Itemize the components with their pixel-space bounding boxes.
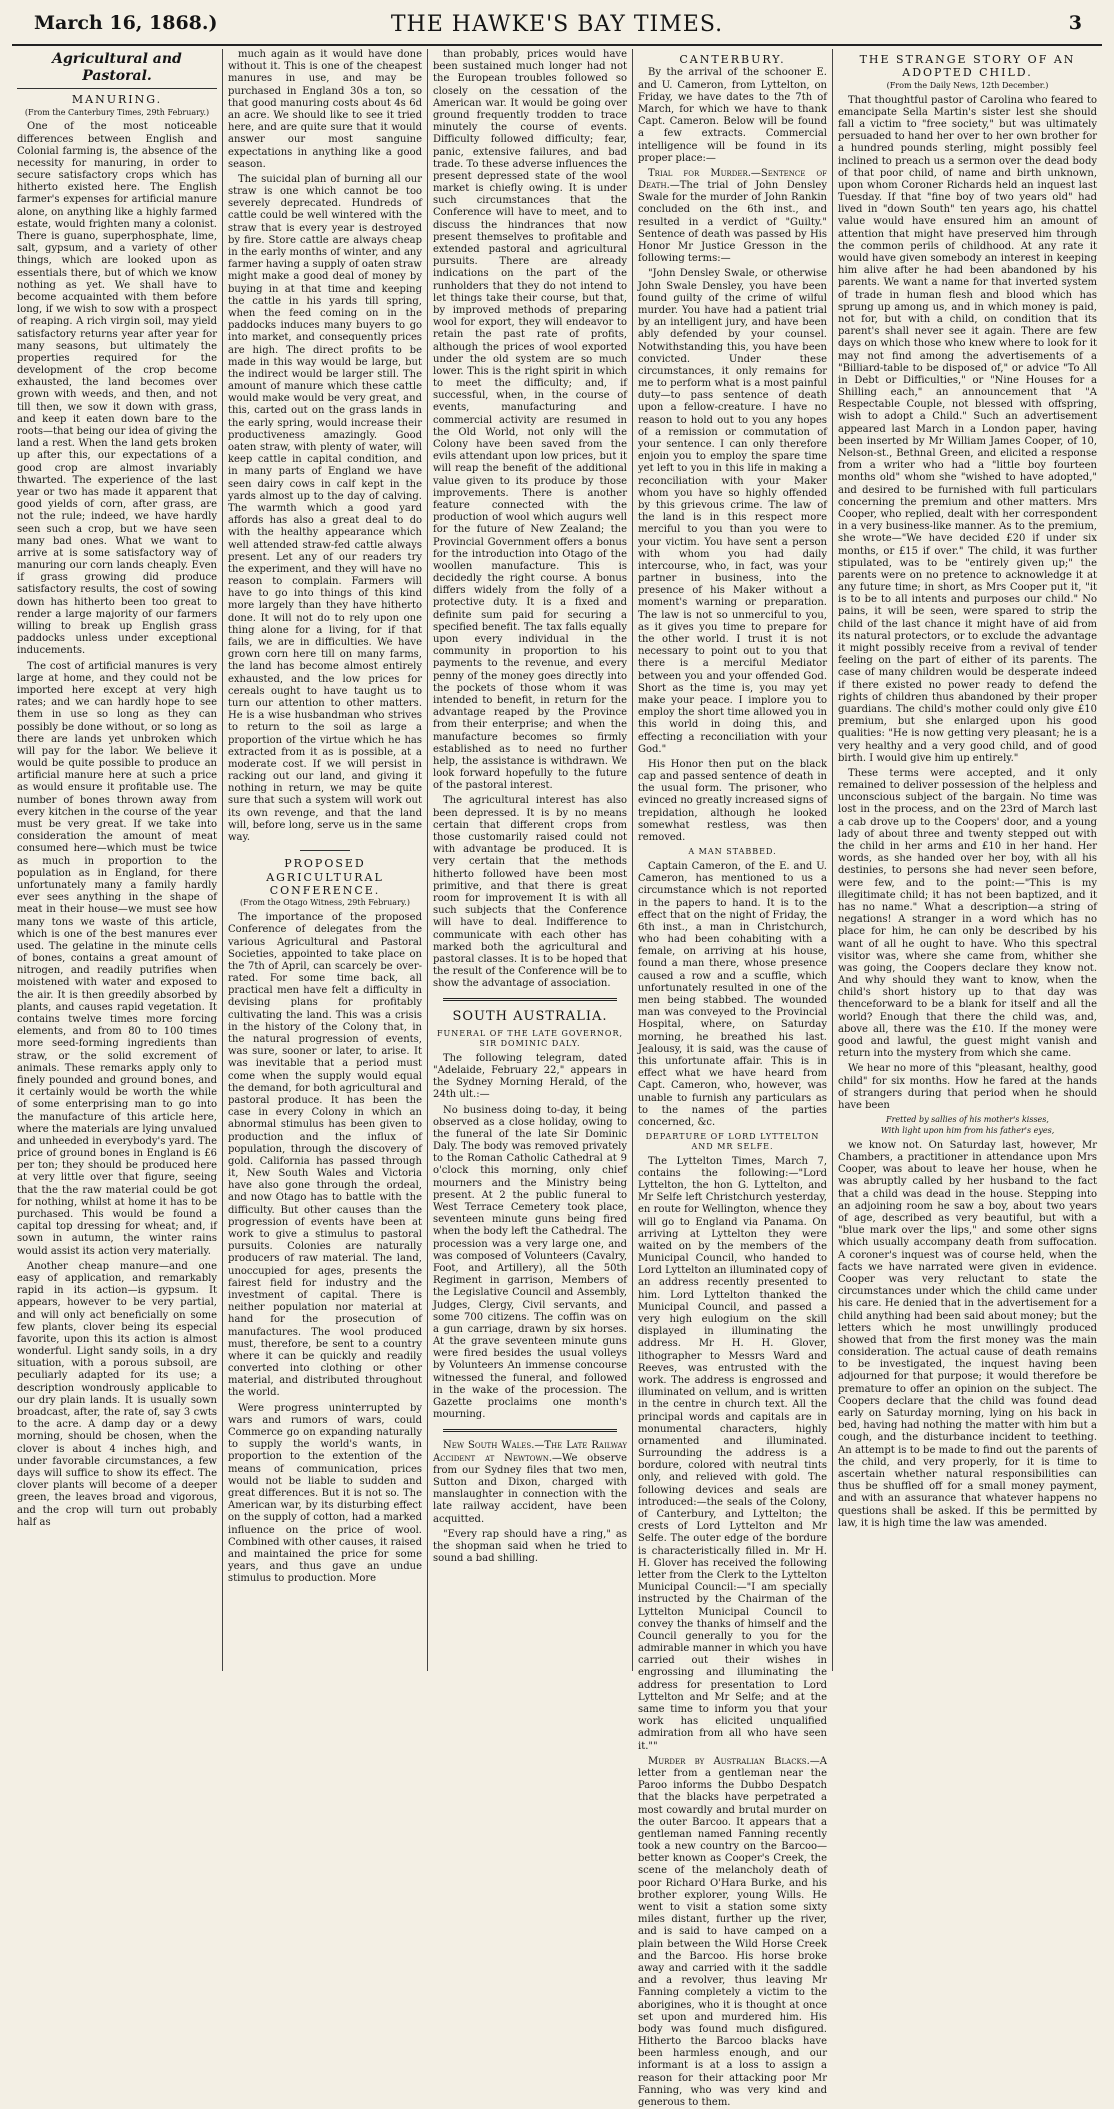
paragraph: His Honor then put on the black cap and passed sentence of death in the usual form. The prisoner, who evinced no greatly increased signs of trepidation, although he looked somewhat restless, was then removed. [638, 758, 827, 844]
runin-heading: Trial for Murder.—Sentence of Death. [638, 167, 827, 192]
source-note: (From the Otago Witness, 29th February.) [240, 898, 410, 908]
paragraph: than probably, prices would have been sustained much longer had not the European troubles followed so closely on the cessation of the American war. It would be going over ground frequently trodden to trace minutely the course of events. Difficulty followed difficulty; fear, panic, extensive failures, and bad trade. To these adverse influences the present depressed state of the wool market is chiefly owing. It is under such circumstances that the Conference will have to meet, and to discuss the hindrances that now present themselves to profitable and extended pastoral and agricultural pursuits. There are already indications on the part of the runholders that they do not intend to let things take their course, but that, by improved methods of preparing wool for export, they will endeavor to retain the past rate of profits, although the prices of wool exported under the old system are so much lower. This is the right spirit in which to meet the difficulty; and, if successful, when, in the course of events, manufacturing and commercial activity are resumed in the Old World, not only will the Colony have been saved from the evils attendant upon low prices, but it will reap the benefit of the additional value given to its produce by those improvements. There is another feature connected with the production of wool which augurs well for the future of New Zealand; the Provincial Government offers a bonus for the introduction into Otago of the woollen manufacture. This is decidedly the right course. A bonus differs widely from the folly of a protective duty. It is a fixed and definite sum paid for securing a specified benefit. The tax falls equally upon every individual in the community in proportion to his payments to the revenue, and every penny of the money goes directly into the pockets of those whom it was intended to benefit, in return for the advantage reaped by the Province from their enterprise; and when the manufacture becomes so firmly established as to need no further help, the assistance is withdrawn. We look forward hopefully to the future of the pastoral interest. [433, 49, 627, 792]
paragraph-text: —We observe from our Sydney files that two men, Sutton and Dixon, charged with manslaughter in connection with the late railway accident, have been acquitted. [433, 1452, 627, 1525]
article-heading: MANURING. [71, 93, 163, 107]
verse-quote [838, 1115, 1097, 1136]
paragraph: The importance of the proposed Conference of delegates from the various Agricultural and Pastoral Societies, appointed to take place on the 7th of April, can scarcely be over-rated. For some time back, all practical men have felt a difficulty in devising plans for profitably cultivating the land. This was a crisis in the history of the Colony that, in the natural progression of events, was sure, sooner or later, to arise. It was inevitable that a period must come when the supply would equal the demand, for both agricultural and pastoral produce. It has been the case in every Colony in which an abnormal stimulus has been given to production and the influx of population, through the discovery of gold. California has passed through it, New South Wales and Victoria have also gone through the ordeal, and now Otago has to battle with the difficulty. But other causes than the progression of events have been at work to give a stimulus to pastoral pursuits. Colonies are naturally producers of raw material. The land, unoccupied for ages, presents the fairest field for industry and the investment of capital. There is neither population nor material at hand for the prosecution of manufactures. The wool produced must, therefore, be sent to a country where it can be quickly and readily converted into clothing or other material, and distributed throughout the world. [228, 912, 422, 1399]
article-subheading: DEPARTURE OF LORD LYTTELTON AND MR SELFE. [645, 1132, 820, 1151]
paragraph: The suicidal plan of burning all our straw is one which cannot be too severely deprecated. Hundreds of cattle could be well wintered with the straw that is every year is destroyed by fire. Store cattle are always cheap in the early months of winter, and any farmer having a supply of oaten straw might make a good deal of money by buying in at that time and keeping the cattle in his yards till spring, when the feed coming on in the paddocks induces many buyers to go into market, and consequently prices are high. The direct profits to be made in this way would be large, but the indirect would be larger still. The amount of manure which these cattle would make would be very great, and this, carted out on the grass lands in the early spring, would increase their productiveness amazingly. Good oaten straw, with plenty of water, will keep cattle in capital condition, and in many parts of England we have seen dairy cows in calf kept in the yards almost up to the day of calving. The warmth which a good yard affords has also a great deal to do with the healthy appearance which well attended straw-fed cattle always present. Let any of our readers try the experiment, and they will have no reason to complain. Farmers will have to go into things of this kind more largely than they have hitherto done. It will not do to rely upon one thing alone for a living, for if that fails, we are in difficulties. We have grown corn here till on many farms, the land has become almost entirely exhausted, and the low prices for cereals ought to have taught us to turn our attention to other matters. He is a wise husbandman who strives to return to the soil as large a proportion of the virtue which he has extracted from it as is possible, at a moderate cost. If we will persist in racking out our land, and giving it nothing in return, we may be quite sure that such a system will work out its own revenge, and that the land will, before long, serve us in the same way. [228, 173, 422, 843]
article-heading: PROPOSED AGRICULTURAL CONFERENCE. [266, 857, 384, 897]
verse-line: Fretted by sallies of his mother's kisses, [886, 1115, 1049, 1125]
article-subheading: A MAN STABBED. [688, 847, 777, 857]
paragraph: we know not. On Saturday last, however, Mr Chambers, a practitioner in attendance upon Mrs Cooper, was about to leave her house, when he was abruptly called by her husband to the fact that a child was dead in the house. Stepping into an adjoining room he saw a boy, about two years of age, described as very beautiful, but with a "blue mark over the lips," and some other signs which usually accompany death from suffocation. A coroner's inquest was of course held, when the facts we have narrated were given in evidence. Cooper was very reluctant to state the circumstances under which the child came under his care. He denied that in the advertisement for a child anything had been said about money; but the letters which he most unwillingly produced showed that from the first money was the main consideration. The actual cause of death remains to be investigated, the inquest having been adjourned for that purpose; it would therefore be premature to offer an opinion on the subject. The Coopers declare that the child was found dead early on Saturday morning, lying on his back in bed, having had nothing the matter with him but a cough, and the disturbance incident to teething. An attempt is to be made to find out the parents of the child, and very properly, for it is time to ascertain whether natural responsibilities can thus be shuffled off for a small money payment, and with an assurance that whatever happens no questions shall be asked. If this be permitted by law, it is high time the law was amended. [838, 1139, 1097, 1529]
columns [12, 49, 1102, 2109]
paragraph: That thoughtful pastor of Carolina who feared to emancipate Sella Martin's sister lest she should fall a victim to "free society," but was ultimately persuaded to hand her over to her own brother for a hundred pounds sterling, might possibly feel inclined to preach us a sermon over the dead body of that poor child, of name and birth unknown, upon whom Coroner Richards held an inquest last Tuesday. If that "fine boy of two years old" had lived in "down South" ten years ago, his chattel value would have ensured him an amount of attention that might have preserved him through the common perils of childhood. At any rate it would have given somebody an interest in keeping him alive after he had been abandoned by his parents. We want a name for that inverted system of trade in human flesh and blood which has sprung up among us, and in which money is paid, not for, but with a child, on condition that its parent's shall never see it again. There are few days on which those who knew where to look for it may not find among the advertisements of a "Billiard-table to be disposed of," or advice "To All in Debt or Difficulties," or "Nine Houses for a Shilling each," an announcement that "A Respectable Couple, not blessed with offspring, wish to adopt a Child." Such an advertisement appeared last March in a London paper, having been inserted by Mr William James Cooper, of 10, Nelson-st., Bethnal Green, and elicited a response from a writer who had a "little boy fourteen months old" whom she "wished to have adopted," and desired to be furnished with full particulars concerning the premium and other matters. Mrs Cooper, who replied, dealt with her correspondent in a very business-like manner. As to the premium, she wrote—"We have decided £20 if under six months, or £15 if over." The child, it was further stipulated, was to be "entirely given up;" the parents were on no pretence to acknowledge it at any future time; in short, as Mrs Cooper put it, "it is to be to all intents and purposes our child." No pains, it will be seen, were spared to strip the child of the last chance it might have of aid from its natural protectors, or to exclude the advantage it might possibly receive from a revival of tender feeling on the part of either of its parents. The case of many children would be desperate indeed if there existed no power ready to defend the rights of children thus abandoned by their proper guardians. The child's mother could only give £10 premium, but she enlarged upon his good qualities: "He is now getting very pleasant; he is a very healthy and a very good child, and of good birth. I would give him up entirely." [838, 94, 1097, 764]
paragraph: No business doing to-day, it being observed as a close holiday, owing to the funeral of the late Sir Dominic Daly. The body was removed privately to the Roman Catholic Cathedral at 9 o'clock this morning, only chief mourners and the Ministry being present. At 2 the public funeral to West Terrace Cemetery took place, seventeen minute guns being fired when the body left the Cathedral. The procession was a very large one, and was composed of Volunteers (Cavalry, Foot, and Artillery), all the 50th Regiment in garrison, Members of the Legislative Council and Assembly, Judges, Clergy, Civil servants, and some 700 citizens. The coffin was on a gun carriage, drawn by six horses. At the grave seventeen minute guns were fired besides the usual volleys by Volunteers An immense concourse witnessed the funeral, and followed in the wake of the procession. The Gazette proclaims one month's mourning. [433, 1104, 627, 1421]
column-2 [222, 49, 427, 1671]
column-5 [832, 49, 1102, 1671]
newspaper-title: THE HAWKE'S BAY TIMES. [390, 12, 724, 37]
column-3 [427, 49, 632, 1671]
paragraph: These terms were accepted, and it only remained to deliver possession of the helpless and unconscious subject of the bargain. No time was lost in the process, and on the 23rd of March last a cab drove up to the Coopers' door, and a young lady of about three and twenty stepped out with the child in her arms and £10 in her hand. Her words, as she handed over her boy, with all his destinies, to persons she had never seen before, were few, and to the point:—"This is my illegitimate child; it has not been baptized, and it has no name." What a description—a string of negations! A stranger in a word which has no place for him, he can only be described by his want of all he ought to have. Who this spectral visitor was, where she came from, whither she was going, the Coopers declare they know not. And why should they want to know, when the child's short history up to that day was thenceforward to be a blank for itself and all the world? Enough that there the child was, and, above all, there was the £10. If the money were good and lawful, the guest might vanish and return into the mystery from which she came. [838, 767, 1097, 1060]
paragraph-text: —The trial of John Densley Swale for the murder of John Rankin concluded on the 6th inst., and resulted in a verdict of "Guilty." Sentence of death was passed by His Honor Mr Justice Gresson in the following terms:— [638, 180, 827, 265]
source-note: (From the Daily News, 12th December.) [886, 80, 1049, 90]
divider [300, 850, 350, 851]
paragraph: "Every rap should have a ring," as the shopman said when he tried to sound a bad shilling. [433, 1528, 627, 1565]
runin-heading: Murder by Australian Blacks. [648, 1755, 810, 1767]
issue-date: March 16, 1868.) [34, 12, 218, 34]
masthead [12, 8, 1102, 46]
article-subheading: FUNERAL OF THE LATE GOVERNOR, SIR DOMINIC DALY. [436, 1029, 624, 1049]
article-heading: SOUTH AUSTRALIA. [452, 1009, 608, 1025]
paragraph: The Lyttelton Times, March 7, contains the following:—"Lord Lyttelton, the hon G. Lyttelton, and Mr Selfe left Christchurch yesterday, en route for Wellington, whence they will go to England via Panama. On arriving at Lyttelton they were waited on by the members of the Municipal Council, who handed to Lord Lyttelton an illuminated copy of an address recently presented to him. Lord Lyttelton thanked the Municipal Council, and passed a very high eulogium on the skill displayed in illuminating the address. Mr H. H. Glover, lithographer to Messrs Ward and Reeves, was entrusted with the work. The address is engrossed and illuminated on vellum, and is written in the centre in church text. All the principal words and capitals are in monumental characters, highly ornamented and illuminated. Surrounding the address is a bordure, colored with neutral tints only, and relieved with gold. The following devices and seals are introduced:—the seals of the Colony, of Canterbury, and Lyttelton; the crests of Lord Lyttelton and Mr Selfe. The outer edge of the bordure is characteristically filled in. Mr H. H. Glover has received the following letter from the Clerk to the Lyttelton Municipal Council:—"I am specially instructed by the Chairman of the Lyttelton Municipal Council to convey the thanks of himself and the Council generally to you for the admirable manner in which you have carried out their wishes in engrossing and illuminating the address for presentation to Lord Lyttelton and Mr Selfe; and at the same time to inform you that your work has elicited unqualified admiration from all who have seen it."" [638, 1155, 827, 1752]
paragraph: We hear no more of this "pleasant, healthy, good child" for six months. How he fared at the hands of strangers during that period when he should have been [838, 1063, 1097, 1111]
paragraph: "John Densley Swale, or otherwise John Swale Densley, you have been found guilty of the crime of wilful murder. You have had a patient trial by an intelligent jury, and have been ably defended by your counsel. Notwithstanding this, you have been convicted. Under these circumstances, it only remains for me to perform what is a most painful duty—to pass sentence of death upon a fellow-creature. I have no reason to hold out to you any hopes of a remission or commutation of your sentence. I can only therefore enjoin you to employ the spare time yet left to you in this life in making a reconciliation with your Maker whom you have so highly offended by this grievous crime. The law of the land is in this respect more merciful to you than you were to your victim. You have sent a person with whom you had daily intercourse, who, in fact, was your partner in business, into the presence of his Maker without a moment's warning or preparation. The law is not so unmerciful to you, as it gives you time to prepare for the other world. I trust it is not necessary to point out to you that there is a merciful Mediator between you and your offended God. Short as the time is, you may yet make your peace. I implore you to employ the short time allowed you in this world in doing this, and effecting a reconciliation with your God." [638, 268, 827, 755]
divider [443, 1429, 617, 1432]
paragraph: The agricultural interest has also been depressed. It is by no means certain that different crops from those customarily raised could not with advantage be produced. It is very certain that the methods hitherto followed have been most primitive, and that there is great room for improvement It is with all such subjects that the Conference will have to deal. Indifference to communicate with each other has marked both the agricultural and pastoral classes. It is to be hoped that the result of the Conference will be to show the advantage of association. [433, 795, 627, 990]
paragraph [433, 1440, 627, 1525]
paragraph: The following telegram, dated "Adelaide, February 22," appears in the Sydney Morning Herald, of the 24th ult.:— [433, 1052, 627, 1101]
paragraph [638, 168, 827, 266]
section-heading: Agricultural and Pastoral. [17, 51, 217, 89]
paragraph: Were progress uninterrupted by wars and rumors of wars, could Commerce go on expanding naturally to supply the world's wants, in proportion to the extention of the means of communication, prices would not be liable to sudden and great differences. But it is not so. The American war, by its disturbing effect on the supply of cotton, had a marked influence on the price of wool. Combined with other causes, it raised and maintained the price for some years, and thus gave an undue stimulus to production. More [228, 1402, 422, 1585]
newspaper-page [12, 8, 1102, 2109]
paragraph: By the arrival of the schooner E. and U. Cameron, from Lyttelton, on Friday, we have dates to the 7th of March, for which we have to thank Capt. Cameron. Below will be found a few extracts. Commercial intelligence will be found in its proper place:— [638, 67, 827, 164]
page-number: 3 [1068, 12, 1082, 34]
paragraph: Captain Cameron, of the E. and U. Cameron, has mentioned to us a circumstance which is not reported in the papers to hand. It is to the effect that on the night of Friday, the 6th inst., a man in Christchurch, who had been cohabiting with a female, on arriving at his house, found a man there, whose presence caused a row and a scuffle, which unfortunately resulted in one of the men being stabbed. The wounded man was conveyed to the Provincial Hospital, where, on Saturday morning, he breathed his last. Jealousy, it is said, was the cause of this unfortunate affair. This is in effect what we have heard from Capt. Cameron, who, however, was unable to furnish any particulars as to the names of the parties concerned, &c. [638, 860, 827, 1128]
paragraph [638, 1756, 827, 2109]
column-1 [12, 49, 222, 1671]
paragraph: One of the most noticeable differences between English and Colonial farming is, the absence of the necessity for manuring, in order to secure satisfactory crops which has hitherto existed here. The English farmer's expenses for artificial manure alone, on anything like a highly farmed estate, would frighten many a colonist. There is guano, superphosphate, lime, salt, gypsum, and a variety of other things, which are looked upon as essentials there, but of which we know nothing as yet. We shall have to become acquainted with them before long, if we wish to sow with a prospect of reaping. A rich virgin soil, may yield satisfactory returns year after year for many seasons, but ultimately the properties required for the development of the crop become exhausted, the land becomes over grown with weeds, and then, and not till then, we sow it down with grass, and keep it eaten down bare to the roots—that being our idea of giving the land a rest. When the land gets broken up after this, our expectations of a good crop are almost invariably thwarted. The experience of the last year or two has made it apparent that good yields of corn, after grass, are not the rule; indeed, we have hardly seen such a crop, but we have seen many bad ones. What we want to arrive at is some satisfactory way of manuring our corn lands cheaply. Even if grass growing did produce satisfactory results, the cost of sowing down has hitherto been too great to render a large majority of our farmers willing to break up English grass paddocks unless under exceptional inducements. [17, 121, 217, 657]
paragraph-text: —A letter from a gentleman near the Paroo informs the Dubbo Despatch that the blacks have perpetrated a most cowardly and brutal murder on the outer Barcoo. It appears that a gentleman named Fanning recently took a new country on the Barcoo—better known as Cooper's Creek, the scene of the melancholy death of poor Richard O'Hara Burke, and his brother explorer, young Wills. He went to visit a station some sixty miles distant, further up the river, and is said to have camped on a plain between the Wild Horse Creek and the Barcoo. His horse broke away and carried with it the saddle and a revolver, thus leaving Mr Fanning completely a victim to the aborigines, who it is thought at once set upon and murdered him. His body was found much disfigured. Hitherto the Barcoo blacks have been harmless enough, and our informant is at a loss to assign a reason for their attacking poor Mr Fanning, who was very kind and generous to them. [638, 1755, 827, 2109]
runin-heading: New South Wales.—The Late Railway Accident at Newtown. [433, 1440, 627, 1464]
divider [443, 998, 617, 1001]
paragraph: The cost of artificial manures is very large at home, and they could not be imported here except at very high rates; and we can hardly hope to see them in use so long as they can possibly be done without, or so long as there are lands yet unbroken which will pay for the labor. We believe it would be quite possible to produce an artificial manure here at such a price as would ensure it profitable use. The number of bones thrown away from every kitchen in the course of the year must be very great. If we take into consideration the amount of meat consumed here—which must be twice as much in proportion to the population as in England, for there unfortunately many a family hardly ever sees anything in the shape of meat in their house—we must see how many tons we waste of this article, which is one of the best manures ever used. The gelatine in the minute cells of bones, contains a great amount of nitrogen, and readily putrifies when moistened with water and exposed to the air. It is then greedily absorbed by plants, and causes rapid vegetation. It contains twelve times more forcing elements, and from 80 to 100 times more seed-forming ingredients than straw, or the solid excrement of animals. These remarks apply only to finely pounded and ground bones, and it certainly would be worth the while of some enterprising man to go into the manufacture of this article here, where the materials are lying unvalued and unheeded in everybody's yard. The price of ground bones in England is £6 per ton; they should be produced here at very little over that figure, seeing that the the raw material could be got for nothing, whilst at home it has to be purchased. This would be found a capital top dressing for wheat; and, if sown in autumn, the winter rains would assist its action very materially. [17, 660, 217, 1257]
article-heading: CANTERBURY. [679, 53, 786, 66]
paragraph: much again as it would have done without it. This is one of the cheapest manures in use, and may be purchased in England 30s a ton, so that good manuring costs about 4s 6d an acre. We should like to see it tried here, and are quite sure that it would answer our most sanguine expectations in anything like a good season. [228, 49, 422, 170]
verse-line: With light upon him from his father's eyes, [880, 1125, 1055, 1135]
column-4 [632, 49, 832, 2109]
paragraph: Another cheap manure—and one easy of application, and remarkably rapid in its action—is gypsum. It appears, however to be very partial, and will only act beneficially on some few plants, clover being its especial favorite, upon this its action is almost wonderful. Light sandy soils, in a dry situation, with a porous subsoil, are peculiarly adapted for its use; a description wondrously applicable to our dry plain lands. It is usually sown broadcast, after, the rate of, say 3 cwts to the acre. A damp day or a dewy morning, should be chosen, when the clover is about 4 inches high, and under favorable circumstances, a few days will suffice to show its effect. The clover plants will become of a deeper green, the leaves broad and vigorous, and the crop will turn out probably half as [17, 1260, 217, 1528]
source-note: (From the Canterbury Times, 29th February.) [24, 107, 210, 117]
article-heading: THE STRANGE STORY OF AN ADOPTED CHILD. [859, 53, 1076, 80]
